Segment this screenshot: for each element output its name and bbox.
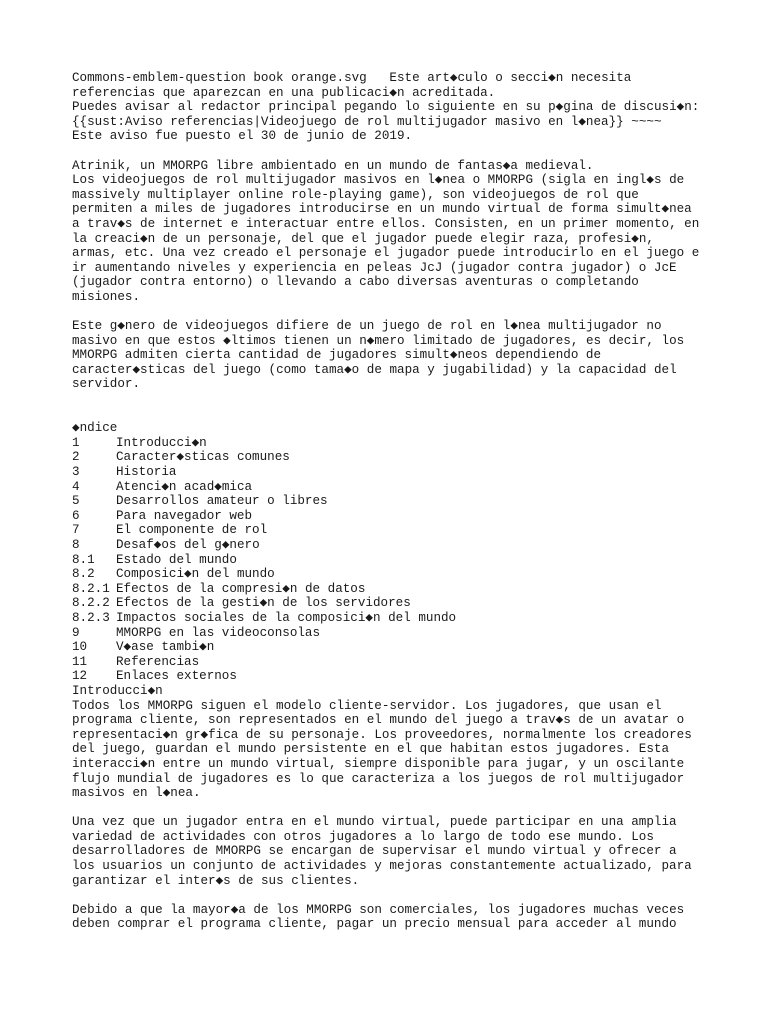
paragraph-line: Debido a que la mayor◆a de los MMORPG son comerciales, los jugadores muchas veces [72, 902, 685, 917]
paragraph-line: misiones. [72, 289, 141, 304]
toc-item-title[interactable]: Atenci◆n acad◆mica [116, 479, 253, 494]
toc-item-title[interactable]: MMORPG en las videoconsolas [116, 625, 321, 640]
paragraph-line: del juego, guardan el mundo persistente en el que habitan estos jugadores. Esta [72, 742, 670, 757]
paragraph-line: Atrinik, un MMORPG libre ambientado en un mundo de fantas◆a medieval. [72, 158, 594, 173]
toc-item-number: 8 [72, 538, 80, 552]
blank-line [72, 801, 712, 816]
toc-item-number: 10 [72, 640, 88, 655]
toc-item-number: 12 [72, 669, 88, 684]
toc-item-title[interactable]: Caracter◆sticas comunes [116, 450, 290, 465]
toc-item-number: 2 [72, 450, 80, 465]
toc-item[interactable] [72, 567, 712, 582]
toc-item[interactable] [72, 509, 712, 524]
intro-paragraph [72, 159, 712, 305]
toc-item-number: 6 [72, 508, 80, 523]
commercial-paragraph [72, 903, 712, 932]
paragraph-line: deben comprar el programa cliente, pagar un precio mensual para acceder al mundo [72, 917, 677, 932]
blank-line [72, 392, 712, 407]
paragraph-line: a trav◆s de internet e interactuar entre ellos. Consisten, en un primer momento, en [72, 216, 700, 231]
notice-block [72, 71, 712, 144]
paragraph-line: ir aumentando niveles y experiencia en peleas JcJ (jugador contra jugador) o JcE [72, 260, 677, 275]
paragraph-line: representaci◆n gr◆fica de su personaje. Los proveedores, normalmente los creadores [72, 727, 692, 742]
notice-line: Commons-emblem-question book orange.svg Este art◆culo o secci◆n necesita [72, 71, 632, 85]
paragraph-line: variedad de actividades con otros jugadores a lo largo de todo ese mundo. Los [72, 829, 654, 844]
paragraph-line: servidor. [72, 377, 141, 392]
paragraph-line: caracter◆sticas del juego (como tama◆o de mapa y jugabilidad) y la capacidad del [72, 362, 677, 377]
toc-item[interactable] [72, 450, 712, 465]
paragraph-line: masivo en que estos ◆ltimos tienen un n◆mero limitado de jugadores, es decir, los [72, 333, 685, 348]
toc-item[interactable] [72, 596, 712, 611]
toc-item-number: 3 [72, 465, 80, 480]
toc-item-title[interactable]: Referencias [116, 654, 200, 669]
paragraph-line: programa cliente, son representados en el mundo del juego a trav◆s de un avatar o [72, 713, 685, 728]
toc-item[interactable] [72, 640, 712, 655]
section-heading: Introducci◆n [72, 683, 163, 698]
paragraph-line: desarrolladores de MMORPG se encargan de supervisar el mundo virtual y ofrecer a [72, 844, 677, 859]
toc-item[interactable] [72, 553, 712, 568]
toc-item[interactable] [72, 626, 712, 641]
genre-paragraph [72, 319, 712, 392]
table-of-contents [72, 421, 712, 684]
toc-item-title[interactable]: Enlaces externos [116, 669, 237, 684]
toc-item-title[interactable]: Composici◆n del mundo [116, 567, 275, 582]
toc-item[interactable] [72, 436, 712, 451]
blank-line [72, 144, 712, 159]
blank-line [72, 305, 712, 320]
introduction-section [72, 684, 712, 801]
toc-heading: ◆ndice [72, 421, 118, 436]
paragraph-line: interacci◆n entre un mundo virtual, siempre disponible para jugar, y un oscilante [72, 756, 685, 771]
toc-item[interactable] [72, 465, 712, 480]
paragraph-line: Todos los MMORPG siguen el modelo cliente-servidor. Los jugadores, que usan el [72, 698, 662, 713]
paragraph-line: armas, etc. Una vez creado el personaje el jugador puede introducirlo en el juego e [72, 246, 700, 261]
blank-line [72, 888, 712, 903]
toc-item-number: 4 [72, 479, 80, 494]
paragraph-line: Una vez que un jugador entra en el mundo virtual, puede participar en una amplia [72, 815, 677, 830]
toc-item-title[interactable]: El componente de rol [116, 523, 268, 538]
toc-item-number: 11 [72, 654, 88, 669]
toc-item-title[interactable]: Efectos de la compresi◆n de datos [116, 581, 366, 596]
toc-item[interactable] [72, 480, 712, 495]
toc-item-number: 5 [72, 494, 80, 509]
toc-item-title[interactable]: Introducci◆n [116, 435, 207, 450]
toc-item-title[interactable]: Efectos de la gesti◆n de los servidores [116, 596, 411, 611]
paragraph-line: masivos en l◆nea. [72, 786, 201, 801]
paragraph-line: garantizar el inter◆s de sus clientes. [72, 873, 360, 888]
toc-item-number: 1 [72, 435, 80, 450]
paragraph-line: massively multiplayer online role-playing game), son videojuegos de rol que [72, 187, 639, 202]
toc-item-title[interactable]: Desarrollos amateur o libres [116, 494, 328, 509]
toc-item-title[interactable]: Para navegador web [116, 508, 253, 523]
toc-item-number: 8.2.1 [72, 581, 110, 596]
document-page [72, 71, 712, 932]
toc-item-number: 9 [72, 625, 80, 640]
toc-item-title[interactable]: Historia [116, 465, 177, 480]
toc-item-number: 8.1 [72, 552, 95, 567]
toc-item-title[interactable]: Estado del mundo [116, 552, 237, 567]
toc-item[interactable] [72, 538, 712, 553]
notice-line: Este aviso fue puesto el 30 de junio de 2019. [72, 129, 413, 144]
paragraph-line: flujo mundial de jugadores es lo que caracteriza a los juegos de rol multijugador [72, 771, 685, 786]
world-paragraph [72, 815, 712, 888]
notice-line: referencias que aparezcan en una publicaci◆n acreditada. [72, 85, 496, 100]
paragraph-line: los usuarios un conjunto de actividades y mejoras constantemente actualizado, para [72, 859, 692, 874]
paragraph-line: Los videojuegos de rol multijugador masivos en l◆nea o MMORPG (sigla en ingl◆s de [72, 173, 685, 188]
paragraph-line: permiten a miles de jugadores introducirse en un mundo virtual de forma simult◆nea [72, 202, 692, 217]
toc-item[interactable] [72, 611, 712, 626]
toc-item[interactable] [72, 669, 712, 684]
paragraph-line: la creaci◆n de un personaje, del que el jugador puede elegir raza, profesi◆n, [72, 231, 654, 246]
toc-item-number: 8.2.2 [72, 596, 110, 611]
toc-item[interactable] [72, 655, 712, 670]
paragraph-line: Este g◆nero de videojuegos difiere de un juego de rol en l◆nea multijugador no [72, 319, 662, 334]
toc-item-number: 8.2 [72, 567, 95, 582]
toc-item-title[interactable]: V◆ase tambi◆n [116, 640, 215, 655]
toc-item[interactable] [72, 582, 712, 597]
paragraph-line: MMORPG admiten cierta cantidad de jugadores simult◆neos dependiendo de [72, 348, 602, 363]
notice-line: Puedes avisar al redactor principal pegando lo siguiente en su p◆gina de discusi◆n: [72, 100, 700, 115]
toc-item[interactable] [72, 523, 712, 538]
notice-line: {{sust:Aviso referencias|Videojuego de rol multijugador masivo en l◆nea}} ~~~~ [72, 114, 662, 129]
paragraph-line: (jugador contra entorno) o llevando a cabo diversas aventuras o completando [72, 275, 639, 290]
toc-item[interactable] [72, 494, 712, 509]
toc-item-number: 7 [72, 523, 80, 538]
blank-line [72, 407, 712, 422]
toc-item-title[interactable]: Impactos sociales de la composici◆n del mundo [116, 610, 457, 625]
toc-item-title[interactable]: Desaf◆os del g◆nero [116, 538, 260, 552]
toc-item-number: 8.2.3 [72, 610, 110, 625]
